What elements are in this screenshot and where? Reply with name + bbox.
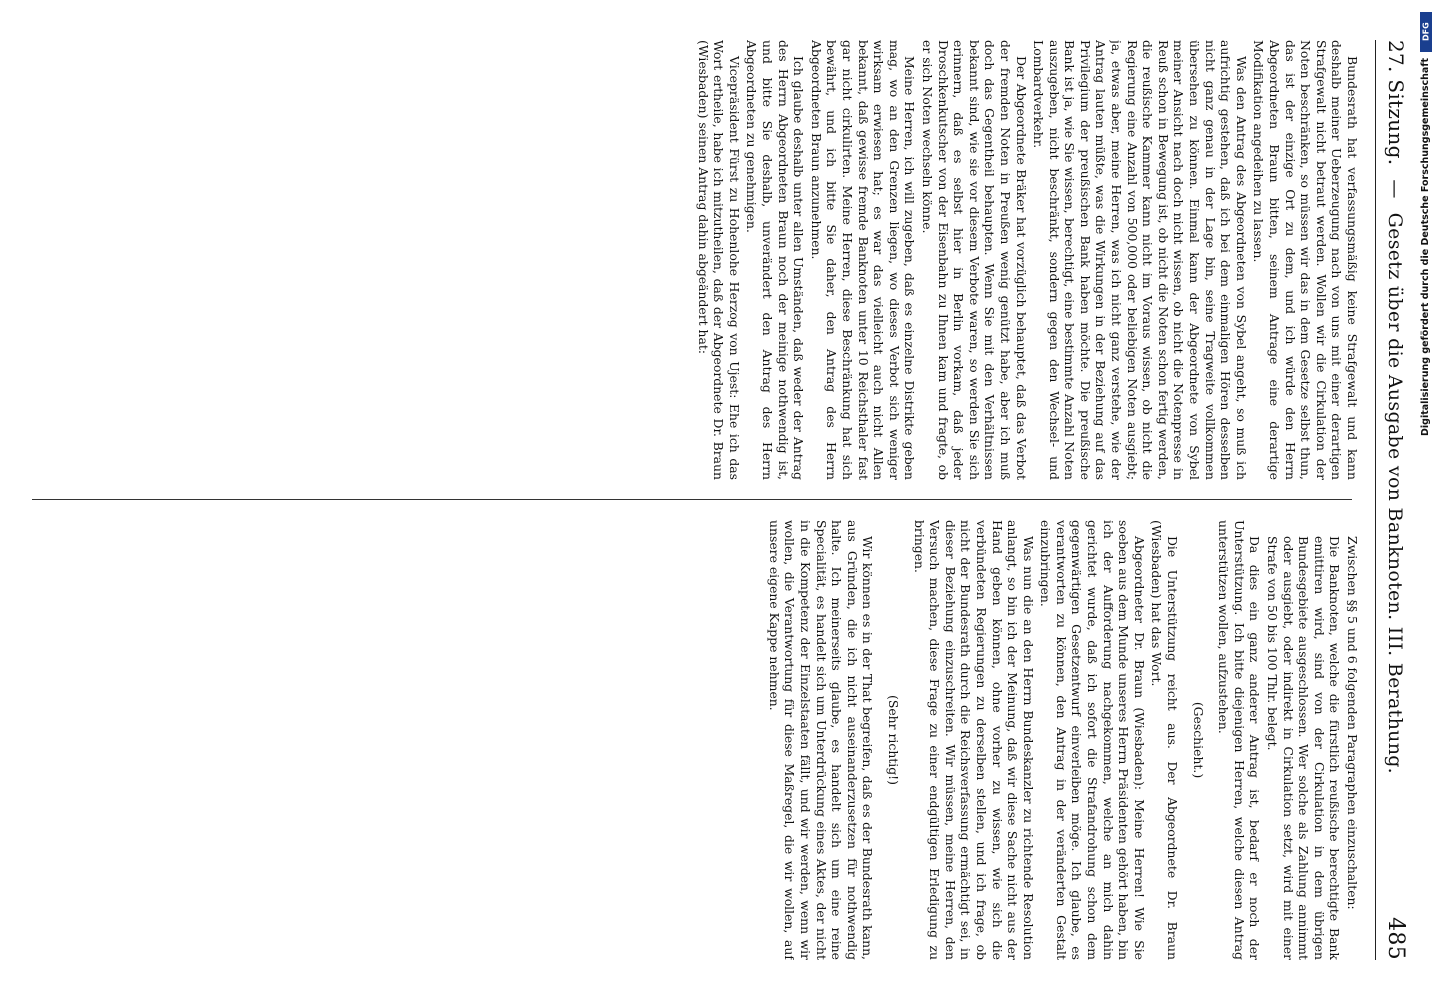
quoted-motion: Die Banknoten, welche die fürstlich reußische berechtigte Bank emittiren wird, sind von der Cirkulation in dem übrigen Bundesgebiete ausgeschlossen. Wer solche als Zahlung annimmt oder ausgiebt, oder indirekt in Cirkulation setzt, wird mit einer Strafe von 50 bis 100 Thlr. belegt. xyxy=(1265,536,1343,960)
paragraph: Die Unterstützung reicht aus. Der Abgeordnete Dr. Braun (Wiesbaden) hat das Wort. xyxy=(1149,520,1181,960)
paragraph: Abgeordneter Dr. Braun (Wiesbaden): Meine Herren! Wie Sie soeben aus dem Munde unseres Herrn Präsidenten gehört haben, bin ich der Aufforderung nachgekommen, welche an mich dahin gerichtet wurde, daß ich sofort die Strafandrohung schon dem gegenwärtigen Gesetzentwurf einverleiben möge. Ich glaube, es verantworten zu können, den Antrag in der veränderten Gestalt einzubringen. xyxy=(1038,520,1147,960)
paragraph: Vicepräsident Fürst zu Hohenlohe Herzog von Ujest: Ehe ich das Wort ertheile, habe ich mitzutheilen, daß der Abgeordnete Dr. Braun (Wiesbaden) seinen Antrag dahin abgeändert hat: xyxy=(695,40,742,480)
page-header xyxy=(1375,40,1416,960)
session-label: 27. Sitzung. xyxy=(1384,40,1408,166)
interjection: (Geschieht.) xyxy=(1190,701,1206,779)
page-number: 485 xyxy=(1383,917,1409,960)
right-column xyxy=(20,520,1360,960)
column-divider xyxy=(32,499,1352,500)
left-column xyxy=(20,40,1360,480)
paragraph: Zwischen §§ 5 und 6 folgenden Paragraphen einzuschalten: xyxy=(1345,536,1360,910)
paragraph: Da dies ein ganz anderer Antrag ist, bedarf er noch der Unterstützung. Ich bitte diejenigen Herren, welche diesen Antrag unterstützen wollen, aufzustehen. xyxy=(1216,520,1263,960)
paragraph: Meine Herren, ich will zugeben, daß es einzelne Distrikte geben mag, wo an den Grenzen liegen, wo dieses Verbot sich weniger wirksam erwiesen hat; es war das vielleicht auch nicht Allen bekannt, daß gewisse fremde Banknoten unter 10 Reichsthaler fast gar nicht cirkulirten. Meine Herren, diese Beschränkung hat sich bewährt, und ich bitte Sie daher, den Antrag des Herrn Abgeordneten Braun anzunehmen. xyxy=(808,40,918,480)
paragraph: Was den Antrag des Abgeordneten von Sybel angeht, so muß ich aufrichtig gestehen, daß ich bei dem einmaligen Hören desselben nicht ganz genau in der Lage bin, seine Tragweite vollkommen übersehen zu können. Einmal kann der Abgeordnete von Sybel meiner Ansicht nach doch nicht wissen, ob nicht die Notenpresse in Reuß schon in Bewegung ist, ob nicht die Noten schon fertig werden, die reußische Kammer kann nicht im Voraus wissen, ob nicht die Regierung eine Anzahl von 500,000 oder beliebigen Noten ausgiebt; ja, etwas aber, meine Herren, was ich nicht ganz verstehe, wie der Antrag lauten müßte, was die Wirkungen in der Beziehung auf das Privilegium der preußischen Bank haben möchte. Die preußische Bank ist ja, wie Sie wissen, berechtigt, eine bestimmte Anzahl Noten auszugeben, nicht beschränkt, sondern gegen den Wechsel- und Lombardverkehr. xyxy=(1031,40,1249,480)
digitization-credit: Digitalisierung gefördert durch die Deutsche Forschungsgemeinschaft xyxy=(1420,58,1431,436)
header-left xyxy=(1384,40,1408,774)
header-dash: — xyxy=(1384,179,1406,199)
dfg-logo: DFG xyxy=(1420,12,1432,52)
page-title: Gesetz über die Ausgabe von Banknoten. III. Berathung. xyxy=(1384,212,1406,775)
paragraph: Bundesrath hat verfassungsmäßig keine Strafgewalt und kann deshalb meiner Ueberzeugung nach von uns mit einer derartigen Strafgewalt nicht betraut werden. Wollen wir die Cirkulation der Noten beschränken, so müssen wir das in dem Gesetze selbst thun, das ist der einzige Ort zu dem, und ich würde den Herrn Abgeordneten Braun bitten, seinem Antrage eine derartige Modifikation angedeihen zu lassen. xyxy=(1251,40,1360,480)
paragraph: Ich glaube deshalb unter allen Umständen, daß weder der Antrag des Herrn Abgeordneten Braun noch der meinige nothwendig ist, und bitte Sie deshalb, unverändert den Antrag des Herrn Abgeordneten zu genehmigen. xyxy=(744,40,807,480)
dfg-sidebar xyxy=(1420,6,1432,766)
paragraph: Wir können es in der That begreifen, daß es der Bundesrath kann, aus Gründen, die ich nicht auseinanderzusetzen für nothwendig halte. Ich meinerseits glaube, es handelt sich um eine reine Specialität, es handelt sich um Unterdrückung eines Aktes, der nicht in die Kompetenz der Einzelstaaten fällt, und wir werden, wenn wir wollen, die Verantwortung für diese Maßregel, die wir wollen, auf unsere eigene Kappe nehmen. xyxy=(766,520,876,960)
interjection: (Sehr richtig!) xyxy=(885,695,901,785)
paragraph: Was nun die an den Herrn Bundeskanzler zu richtende Resolution anlangt, so bin ich der Meinung, daß wir diese Sache nicht aus der Hand geben können, ohne vorher zu wissen, wie sich die verbündeten Regierungen zu derselben stellen, und ich frage, ob nicht der Bundesrath durch die Reichsverfassung ermächtigt sei, in dieser Beziehung einzuschreiten. Wir müssen, meine Herren, den Versuch machen, diese Frage zu einer endgültigen Erledigung zu bringen. xyxy=(911,520,1036,960)
paragraph: Der Abgeordnete Bräker hat vorzüglich behauptet, daß das Verbot der fremden Noten in Preußen wenig genützt habe, aber ich muß doch das Gegentheil behaupten. Wenn Sie mit den Verhältnissen bekannt sind, wie sie vor diesem Verbote waren, so werden Sie sich erinnern, daß es selbst hier in Berlin vorkam, daß jeder Droschkenkutscher von der Eisenbahn zu Ihnen kam und fragte, ob er sich Noten wechseln könne. xyxy=(919,40,1029,480)
